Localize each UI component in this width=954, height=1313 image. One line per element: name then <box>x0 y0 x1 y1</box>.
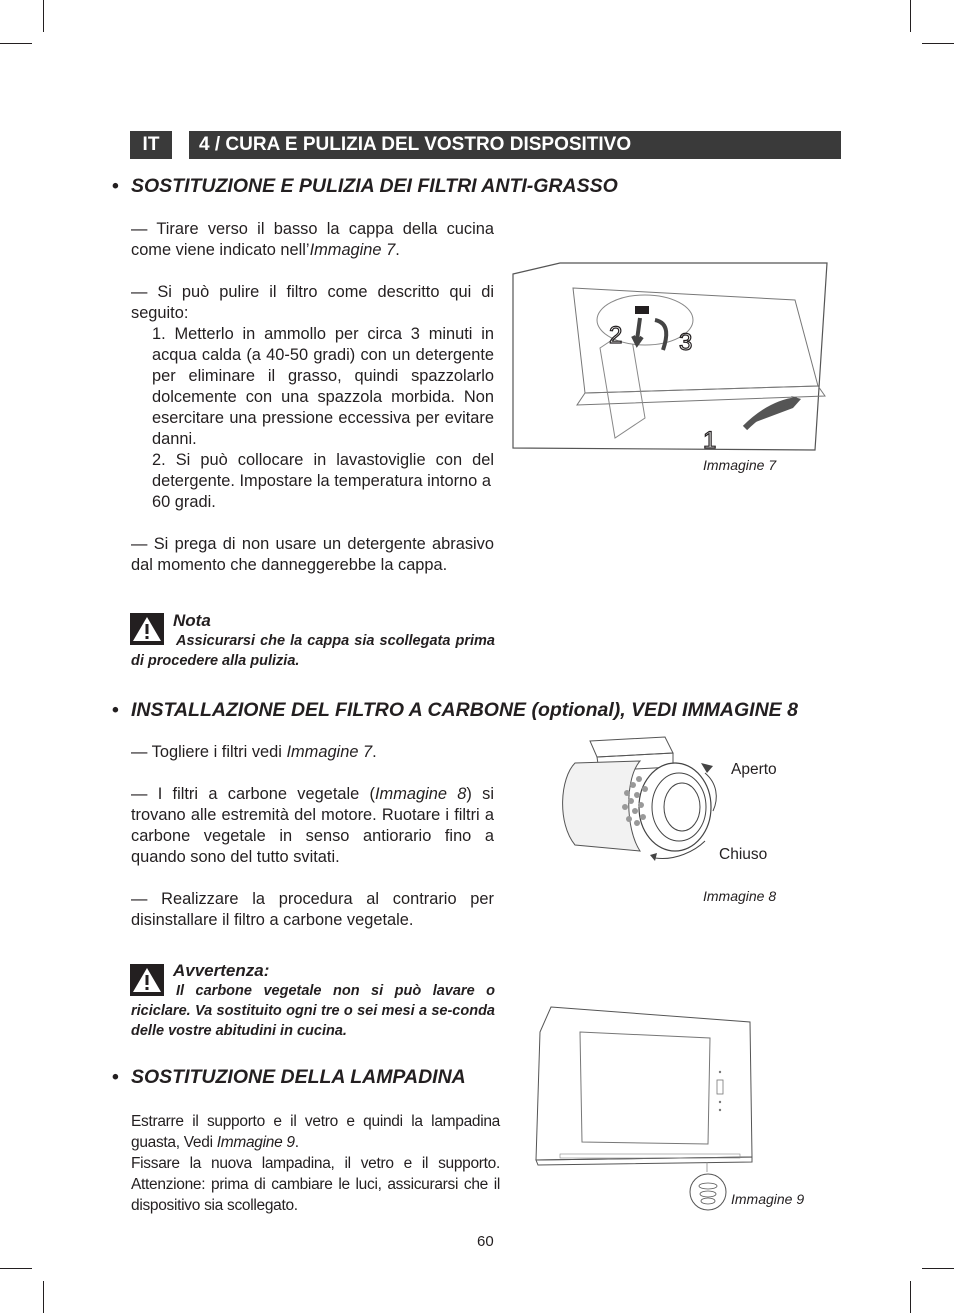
figure-caption: Immagine 9 <box>731 1191 805 1207</box>
section-heading-carbon-filter <box>112 699 798 722</box>
section3-body <box>131 1111 500 1216</box>
page-number: 60 <box>477 1233 494 1250</box>
paragraph <box>131 1111 500 1153</box>
figure-reference: Immagine 9 <box>216 1134 295 1151</box>
paragraph: — Si può pulire il filtro come descritto qui di seguito: <box>131 283 494 322</box>
crop-mark <box>0 1268 32 1269</box>
text-span: . <box>395 241 400 259</box>
paragraph <box>131 742 494 763</box>
figure-step-label: 3 <box>679 329 693 356</box>
text-span: . <box>372 743 377 761</box>
paragraph: — Si prega di non usare un detergente abrasivo dal momento che danneggerebbe la cappa. <box>131 535 494 574</box>
figure-reference: Immagine 8 <box>375 785 467 803</box>
label-closed: Chiuso <box>719 846 768 863</box>
section-heading-filters <box>112 175 618 198</box>
numbered-step: 2. Si può collocare in lavastoviglie con del detergente. Impostare la temperatura intorno a <box>152 451 494 490</box>
figure-caption: Immagine 8 <box>703 888 777 904</box>
figure-reference: Immagine 7 <box>286 743 373 761</box>
warning-text: Il carbone vegetale non si può lavare o riciclare. Va sostituito ogni tre o sei mesi a se-conda delle vostre abitudini in cucina. <box>131 983 495 1039</box>
section-heading-text: SOSTITUZIONE DELLA LAMPADINA <box>131 1066 466 1088</box>
note-title: Nota <box>173 611 211 630</box>
warning-title: Avvertenza: <box>173 961 270 980</box>
warning-body <box>131 981 495 1041</box>
numbered-step: 1. Metterlo in ammollo per circa 3 minuti in acqua calda (a 40-50 gradi) con un detergente per eliminare il grasso, quindi spazzolarlo dolcemente con una spazzola morbida. Non esercitare una pressione eccessiva per evitare danni. <box>152 325 494 448</box>
text-span: . <box>294 1134 299 1151</box>
text-span: Estrarre il supporto e il vetro e quindi la lampadina guasta, Vedi <box>131 1113 500 1151</box>
crop-mark <box>922 43 954 44</box>
crop-mark <box>43 1281 44 1313</box>
crop-mark <box>910 1281 911 1313</box>
note-body <box>131 631 495 671</box>
bullet: • <box>112 175 119 197</box>
figure-step-label: 2 <box>609 322 623 349</box>
paragraph: — Realizzare la procedura al contrario per disinstallare il filtro a carbone vegetale. <box>131 890 494 929</box>
section-heading-text: SOSTITUZIONE E PULIZIA DEI FILTRI ANTI-GRASSO <box>131 175 618 197</box>
paragraph: Fissare la nuova lampadina, il vetro e il supporto. Attenzione: prima di cambiare le luci, assicurarsi che il dispositivo sia scollegato. <box>131 1155 500 1214</box>
figure-step-label: 1 <box>703 427 717 454</box>
section1-body <box>131 219 494 576</box>
text-span: — Tirare verso il basso la cappa della cucina come viene indicato nell’ <box>131 220 494 259</box>
text-span: — Togliere i filtri vedi <box>131 743 287 761</box>
chapter-title: 4 / CURA E PULIZIA DEL VOSTRO DISPOSITIVO <box>189 131 841 159</box>
crop-mark <box>910 0 911 32</box>
crop-mark <box>43 0 44 32</box>
text-span: — I filtri a carbone vegetale ( <box>131 785 375 803</box>
section-heading-text: INSTALLAZIONE DEL FILTRO A CARBONE (optional), VEDI IMMAGINE 8 <box>131 699 798 721</box>
bullet: • <box>112 699 119 721</box>
figure-hood-lamp <box>530 1002 760 1212</box>
language-tag: IT <box>130 131 172 159</box>
numbered-step-end: 60 gradi. <box>152 493 216 511</box>
section2-body <box>131 742 494 931</box>
figure-reference: Immagine 7 <box>309 241 396 259</box>
figure-hood-filter <box>505 258 845 458</box>
figure-caption: Immagine 7 <box>703 457 777 473</box>
paragraph <box>131 219 494 261</box>
bullet: • <box>112 1066 119 1088</box>
label-open: Aperto <box>731 761 777 778</box>
figure-carbon-filter <box>555 733 730 863</box>
paragraph <box>131 784 494 868</box>
section-heading-lamp <box>112 1066 466 1089</box>
crop-mark <box>0 43 32 44</box>
note-text: Assicurarsi che la cappa sia scollegata prima di procedere alla pulizia. <box>131 633 495 669</box>
crop-mark <box>922 1268 954 1269</box>
text-span: ) si trovano alle estremità del motore. Ruotare i filtri a carbone vegetale in senso antiorario fino a quando sono del tutto svitati. <box>131 785 494 866</box>
